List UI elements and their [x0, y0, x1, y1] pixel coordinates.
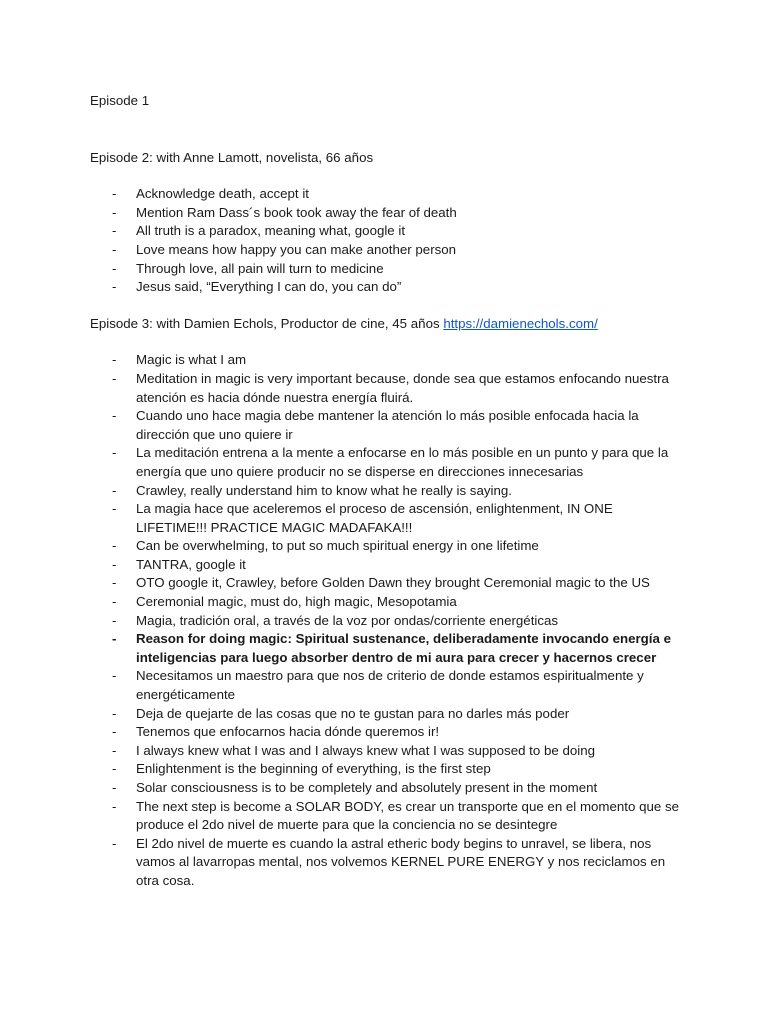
episode-3-heading [90, 315, 682, 334]
list-item: - Jesus said, “Everything I can do, you can do” [90, 278, 682, 297]
list-item: - La meditación entrena a la mente a enfocarse en lo más posible en un punto y para que la energía que uno quiere producir no se disperse en direcciones innecesarias [90, 444, 682, 481]
episode-2-heading: Episode 2: with Anne Lamott, novelista, 66 años [90, 149, 374, 165]
list-item: - Tenemos que enfocarnos hacia dónde queremos ir! [90, 723, 682, 742]
list-item: - Through love, all pain will turn to medicine [90, 260, 682, 279]
list-item: - The next step is become a SOLAR BODY, es crear un transporte que en el momento que se produce el 2do nivel de muerte para que la conciencia no se desintegre [90, 798, 682, 835]
episode-1-heading: Episode 1 [90, 93, 150, 108]
list-item: - TANTRA, google it [90, 556, 682, 575]
list-item: - Love means how happy you can make another person [90, 241, 682, 260]
list-item: - Enlightenment is the beginning of everything, is the first step [90, 760, 682, 779]
list-item-bold: - Reason for doing magic: Spiritual sustenance, deliberadamente invocando energía e inteligencias para luego absorber dentro de mi aura para crecer y hacernos crecer [90, 630, 682, 667]
list-item: - Can be overwhelming, to put so much spiritual energy in one lifetime [90, 537, 682, 556]
document-page [90, 92, 682, 891]
list-item: - Magic is what I am [90, 351, 682, 370]
list-item: - Cuando uno hace magia debe mantener la atención lo más posible enfocada hacia la dirección que uno quiere ir [90, 407, 682, 444]
list-item: - Meditation in magic is very important because, donde sea que estamos enfocando nuestra atención es hacia dónde nuestra energía fluirá. [90, 370, 682, 407]
episode-3-heading-text: Episode 3: with Damien Echols, Productor de cine, 45 años [90, 315, 444, 331]
list-item: - La magia hace que aceleremos el proceso de ascensión, enlightenment, IN ONE LIFETIME!!! PRACTICE MAGIC MADAFAKA!!! [90, 500, 682, 537]
list-item: - Necesitamos un maestro para que nos de criterio de donde estamos espiritualmente y energéticamente [90, 667, 682, 704]
list-item: - El 2do nivel de muerte es cuando la astral etheric body begins to unravel, se libera, nos vamos al lavarropas mental, nos volvemos KERNEL PURE ENERGY y nos reciclamos en otra cosa. [90, 835, 682, 891]
list-item: - Acknowledge death, accept it [90, 185, 682, 204]
list-item: - Solar consciousness is to be completely and absolutely present in the moment [90, 779, 682, 798]
list-item: - Mention Ram Dass´s book took away the fear of death [90, 204, 682, 223]
list-item: - Deja de quejarte de las cosas que no te gustan para no darles más poder [90, 705, 682, 724]
list-item: - Crawley, really understand him to know what he really is saying. [90, 482, 682, 501]
episode-2-list [90, 185, 682, 297]
episode-3-list [90, 351, 682, 890]
list-item: - All truth is a paradox, meaning what, google it [90, 222, 682, 241]
list-item: - OTO google it, Crawley, before Golden Dawn they brought Ceremonial magic to the US [90, 574, 682, 593]
list-item: - Magia, tradición oral, a través de la voz por ondas/corriente energéticas [90, 612, 682, 631]
list-item: - Ceremonial magic, must do, high magic, Mesopotamia [90, 593, 682, 612]
list-item: - I always knew what I was and I always knew what I was supposed to be doing [90, 742, 682, 761]
damien-echols-link[interactable]: https://damienechols.com/ [443, 315, 598, 331]
